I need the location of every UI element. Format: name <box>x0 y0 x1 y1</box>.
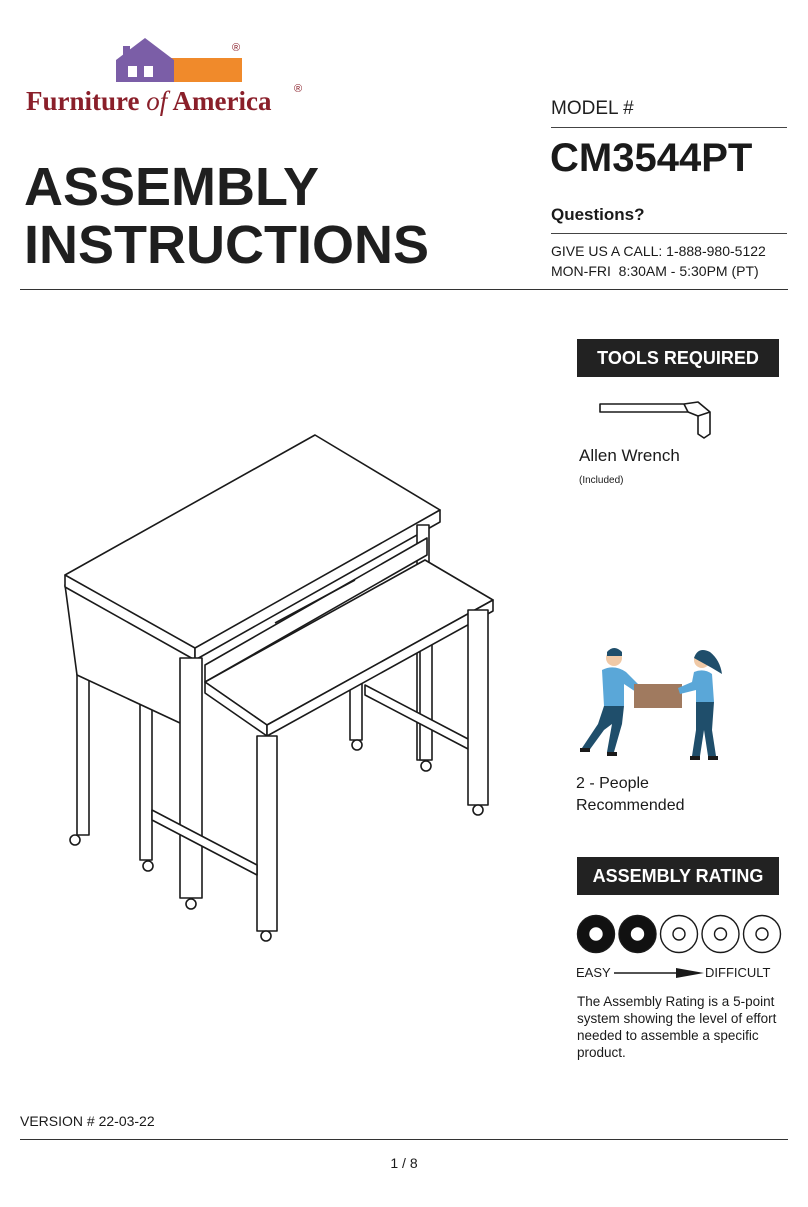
page-title: ASSEMBLY INSTRUCTIONS <box>24 157 429 275</box>
assembly-rating-dots <box>576 914 782 954</box>
page-number: 1 / 8 <box>390 1155 418 1171</box>
rating-description: The Assembly Rating is a 5-point system showing the level of effort needed to assemble a specific product. <box>577 994 777 1060</box>
model-number: CM3544PT <box>550 136 753 180</box>
tools-required-heading: TOOLS REQUIRED <box>577 339 779 377</box>
rating-dot-empty <box>702 916 739 953</box>
rating-dot-filled <box>619 916 656 953</box>
arrow-right-icon <box>614 966 706 980</box>
two-people-carrying-box-icon <box>574 640 734 766</box>
brand-logo-house-icon <box>114 36 246 86</box>
model-label: MODEL # <box>551 98 634 119</box>
registered-mark: ® <box>232 42 241 54</box>
header-divider <box>20 289 788 290</box>
registered-mark: ® <box>294 83 303 95</box>
divider <box>551 127 787 128</box>
phone-line: GIVE US A CALL: 1-888-980-5122 <box>551 243 766 259</box>
allen-wrench-icon <box>598 398 714 442</box>
easy-label: EASY <box>576 965 611 980</box>
people-count: 2 - People <box>576 775 649 792</box>
footer-divider <box>20 1139 788 1140</box>
version-number: VERSION # 22-03-22 <box>20 1113 155 1129</box>
desk-illustration <box>55 420 515 950</box>
brand-name: Furniture of America <box>26 86 272 116</box>
divider <box>551 233 787 234</box>
rating-dot-filled <box>578 916 615 953</box>
assembly-rating-heading: ASSEMBLY RATING <box>577 857 779 895</box>
tool-note: (Included) <box>579 475 624 486</box>
rating-dot-empty <box>744 916 781 953</box>
people-note: Recommended <box>576 797 685 814</box>
hours-line: MON-FRI 8:30AM - 5:30PM (PT) <box>551 263 759 279</box>
questions-heading: Questions? <box>551 205 645 224</box>
rating-dot-empty <box>661 916 698 953</box>
tool-name: Allen Wrench <box>579 446 680 465</box>
difficult-label: DIFFICULT <box>705 965 771 980</box>
